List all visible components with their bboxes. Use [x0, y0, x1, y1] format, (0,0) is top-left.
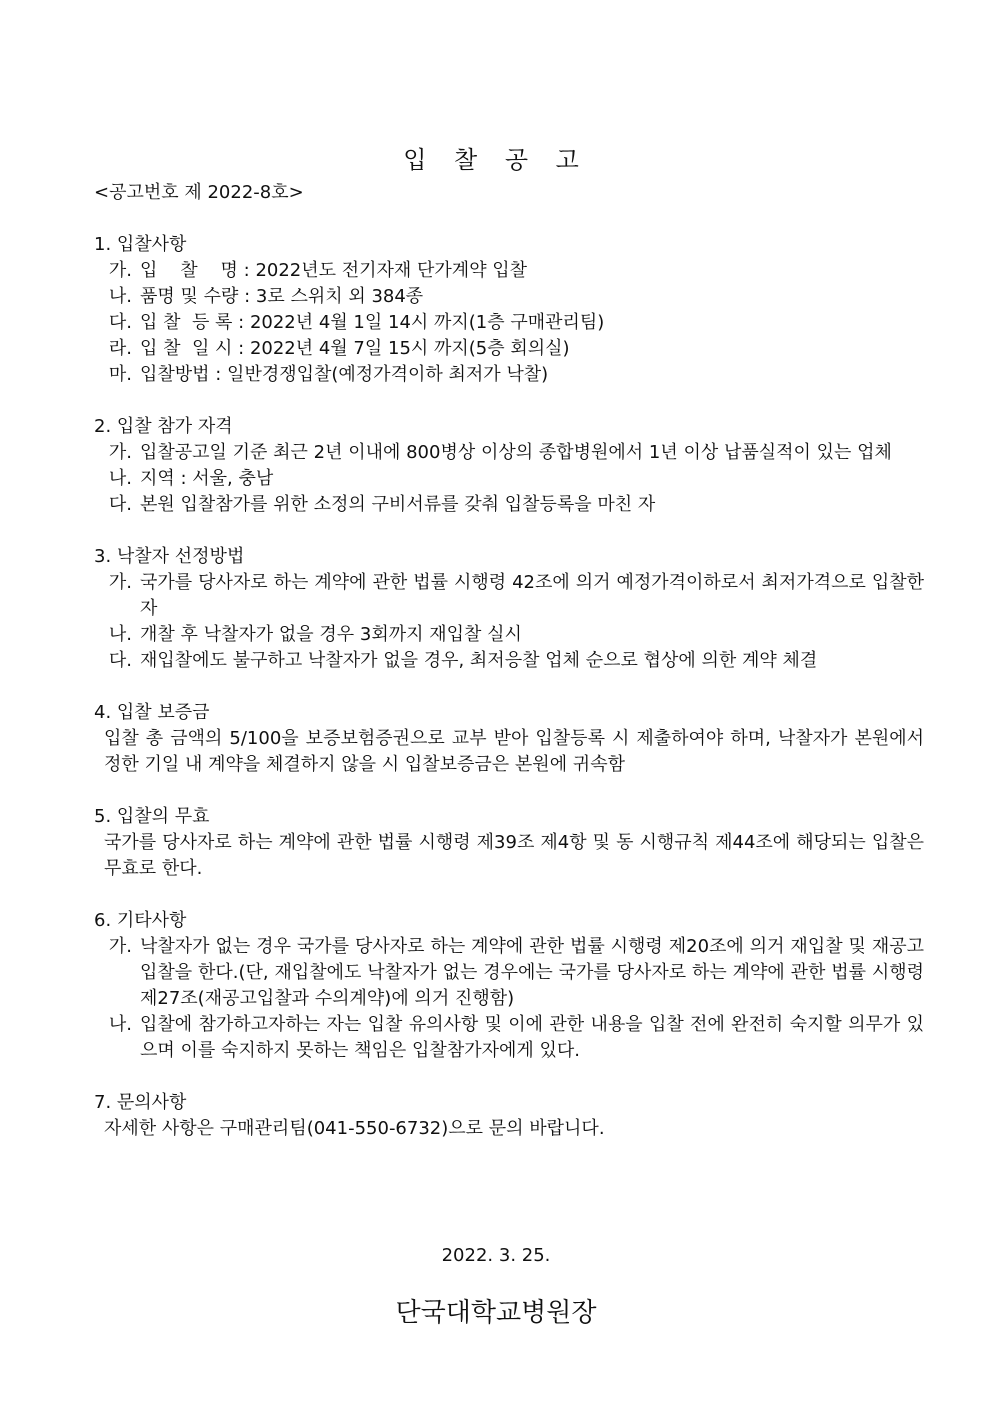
item-marker: 다.	[108, 312, 132, 333]
section-title: 1. 입찰사항	[94, 234, 187, 255]
section-other	[94, 908, 924, 1064]
item-marker: 다.	[108, 494, 132, 515]
item-text: 입 찰 등 록 : 2022년 4월 1일 14시 까지(1층 구매관리팀)	[140, 312, 605, 333]
list-item	[94, 492, 924, 518]
notice-number: <공고번호 제 2022-8호>	[94, 182, 304, 203]
section-title: 4. 입찰 보증금	[94, 702, 210, 723]
item-marker: 나.	[108, 624, 132, 645]
section-invalid-bid	[94, 804, 924, 882]
list-item	[94, 622, 924, 648]
item-text: 지역 : 서울, 충남	[140, 468, 274, 489]
section-inquiry	[94, 1090, 924, 1142]
section-winner-selection	[94, 544, 924, 674]
section-paragraph: 국가를 당사자로 하는 계약에 관한 법률 시행령 제39조 제4항 및 동 시행규칙 제44조에 해당되는 입찰은 무효로 한다.	[104, 832, 924, 879]
item-text: 입찰에 참가하고자하는 자는 입찰 유의사항 및 이에 관한 내용을 입찰 전에 완전히 숙지할 의무가 있으며 이를 숙지하지 못하는 책임은 입찰참가자에게 있다.	[140, 1014, 924, 1061]
list-item	[94, 570, 924, 622]
section-bid-details	[94, 232, 924, 388]
item-text: 품명 및 수량 : 3로 스위치 외 384종	[140, 286, 424, 307]
section-bid-bond	[94, 700, 924, 778]
list-item	[94, 310, 924, 336]
list-item	[94, 466, 924, 492]
item-marker: 나.	[108, 286, 132, 307]
list-item	[94, 440, 924, 466]
list-item	[94, 284, 924, 310]
item-marker: 가.	[108, 572, 132, 593]
section-paragraph: 입찰 총 금액의 5/100을 보증보험증권으로 교부 받아 입찰등록 시 제출하여야 하며, 낙찰자가 본원에서 정한 기일 내 계약을 체결하지 않을 시 입찰보증금은 본원에 귀속함	[104, 728, 924, 775]
document-body	[94, 232, 924, 1168]
section-title: 2. 입찰 참가 자격	[94, 416, 233, 437]
item-text: 본원 입찰참가를 위한 소정의 구비서류를 갖춰 입찰등록을 마친 자	[140, 494, 656, 515]
item-text: 입찰방법 : 일반경쟁입찰(예정가격이하 최저가 낙찰)	[140, 364, 549, 385]
item-text: 입찰공고일 기준 최근 2년 이내에 800병상 이상의 종합병원에서 1년 이상 납품실적이 있는 업체	[140, 442, 892, 463]
list-item	[94, 1012, 924, 1064]
item-text: 개찰 후 낙찰자가 없을 경우 3회까지 재입찰 실시	[140, 624, 522, 645]
list-item	[94, 648, 924, 674]
item-text: 국가를 당사자로 하는 계약에 관한 법률 시행령 42조에 의거 예정가격이하로서 최저가격으로 입찰한 자	[140, 572, 924, 619]
announcement-date: 2022. 3. 25.	[441, 1245, 551, 1266]
signer-name: 단국대학교병원장	[395, 1298, 597, 1328]
item-marker: 나.	[108, 1014, 132, 1035]
section-title: 5. 입찰의 무효	[94, 806, 210, 827]
list-item	[94, 934, 924, 1012]
item-marker: 가.	[108, 260, 132, 281]
list-item	[94, 336, 924, 362]
item-marker: 나.	[108, 468, 132, 489]
list-item	[94, 362, 924, 388]
item-text: 입 찰 명 : 2022년도 전기자재 단가계약 입찰	[140, 260, 528, 281]
item-text: 낙찰자가 없는 경우 국가를 당사자로 하는 계약에 관한 법률 시행령 제20조에 의거 재입찰 및 재공고입찰을 한다.(단, 재입찰에도 낙찰자가 없는 경우에는 국가를 당사자로 하는 계약에 관한 법률 시행령 제27조(재공고입찰과 수의계약)에 의거 진행함)	[140, 936, 924, 1009]
item-text: 재입찰에도 불구하고 낙찰자가 없을 경우, 최저응찰 업체 순으로 협상에 의한 계약 체결	[140, 650, 818, 671]
document-title: 입 찰 공 고	[403, 146, 589, 174]
list-item	[94, 258, 924, 284]
item-marker: 라.	[108, 338, 132, 359]
section-title: 6. 기타사항	[94, 910, 187, 931]
section-title: 7. 문의사항	[94, 1092, 187, 1113]
item-marker: 가.	[108, 442, 132, 463]
section-paragraph: 자세한 사항은 구매관리팀(041-550-6732)으로 문의 바랍니다.	[104, 1118, 605, 1139]
item-marker: 가.	[108, 936, 132, 957]
section-title: 3. 낙찰자 선정방법	[94, 546, 245, 567]
item-text: 입 찰 일 시 : 2022년 4월 7일 15시 까지(5층 회의실)	[140, 338, 570, 359]
item-marker: 마.	[108, 364, 132, 385]
item-marker: 다.	[108, 650, 132, 671]
section-eligibility	[94, 414, 924, 518]
